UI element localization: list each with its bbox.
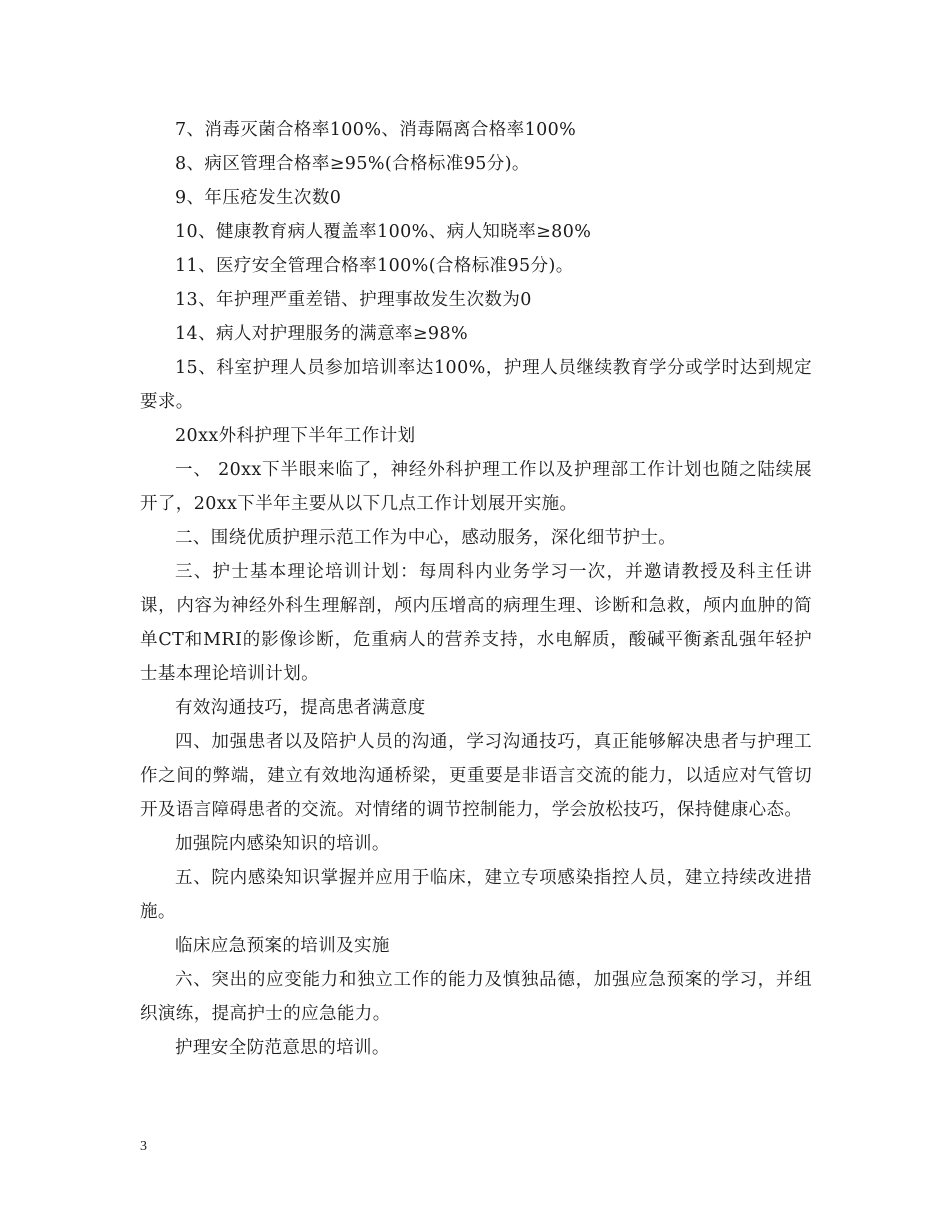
section-heading: 护理安全防范意思的培训。: [175, 1038, 390, 1058]
paragraph: 四、加强患者以及陪护人员的沟通，学习沟通技巧，真正能够解决患者与护理工作之间的弊端，建立有效地沟通桥梁，更重要是非语言交流的能力，以适应对气管切开及语言障碍患者的交流。对情绪的调节控制能力，学会放松技巧，保持健康心态。: [140, 732, 812, 820]
paragraph: 11、医疗安全管理合格率100%(合格标准95分)。: [175, 256, 574, 276]
paragraph: 9、年压疮发生次数0: [175, 188, 342, 208]
section-heading: 有效沟通技巧，提高患者满意度: [175, 698, 426, 718]
paragraph: 一、 20xx下半眼来临了，神经外科护理工作以及护理部工作计划也随之陆续展开了，20xx下半年主要从以下几点工作计划展开实施。: [140, 460, 812, 514]
paragraph: 三、护士基本理论培训计划：每周科内业务学习一次，并邀请教授及科主任讲课，内容为神经外科生理解剖，颅内压增高的病理生理、诊断和急救，颅内血肿的简单CT和MRI的影像诊断，危重病人的营养支持，水电解质，酸碱平衡紊乱强年轻护士基本理论培训计划。: [140, 562, 812, 684]
paragraph: 7、消毒灭菌合格率100%、消毒隔离合格率100%: [175, 120, 577, 140]
paragraph: 10、健康教育病人覆盖率100%、病人知晓率≥80%: [175, 222, 592, 242]
paragraph: 二、围绕优质护理示范工作为中心，感动服务，深化细节护士。: [175, 528, 677, 548]
section-heading: 加强院内感染知识的培训。: [175, 834, 390, 854]
paragraph: 14、病人对护理服务的满意率≥98%: [175, 324, 469, 344]
section-heading: 临床应急预案的培训及实施: [175, 936, 390, 956]
page-number: 3: [140, 1139, 147, 1154]
paragraph: 五、院内感染知识掌握并应用于临床，建立专项感染指控人员，建立持续改进措施。: [140, 868, 812, 922]
paragraph: 六、突出的应变能力和独立工作的能力及慎独品德，加强应急预案的学习，并组织演练，提高护士的应急能力。: [140, 970, 812, 1024]
paragraph: 15、科室护理人员参加培训率达100%，护理人员继续教育学分或学时达到规定要求。: [140, 358, 812, 412]
document-body: [140, 113, 812, 1065]
paragraph: 13、年护理严重差错、护理事故发生次数为0: [175, 290, 532, 310]
paragraph: 8、病区管理合格率≥95%(合格标准95分)。: [175, 154, 530, 174]
section-heading: 20xx外科护理下半年工作计划: [175, 426, 416, 446]
